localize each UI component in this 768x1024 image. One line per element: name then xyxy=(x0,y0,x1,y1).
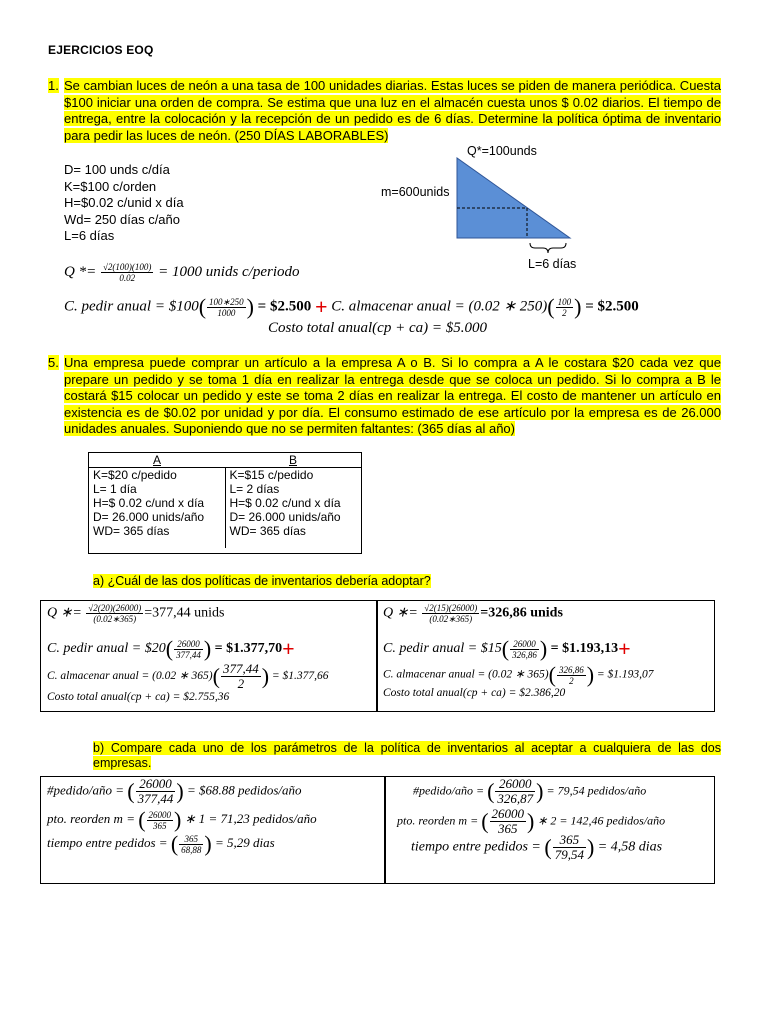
b-right-tiempo: tiempo entre pedidos = ( $\frac{365}{79,54}$ ) = 4,58 dias xyxy=(411,832,663,862)
diagram-q-label: Q*=100unds xyxy=(467,144,537,158)
a-left-almacenar: C. almacenar anual = (0.02 ∗ 365)( $\frac{377,44}{2}$ ) = $1.377,66 xyxy=(47,661,329,691)
problem-1-number: 1. xyxy=(48,78,59,93)
b-right-reorden: pto. reorden m = ( $\frac{26000}{365}$ ) ∗ 2 = 142,46 pedidos/año xyxy=(397,806,666,836)
lead-time-brace xyxy=(530,243,566,253)
divider xyxy=(376,601,378,711)
eq-q-optimo: Q *= $\frac{√2(100)(100)}{0.02}$ = 1000 unids c/periodo xyxy=(64,262,300,283)
page-title: EJERCICIOS EOQ xyxy=(48,43,154,57)
a-right-almacenar: C. almacenar anual = (0.02 ∗ 365)( $\frac{326,86}{2}$ ) = $1.193,07 xyxy=(383,662,654,687)
b-left-tiempo: tiempo entre pedidos = ( $\frac{365}{68,88}$ ) = 5,29 dias xyxy=(47,831,275,856)
plus-sign: + xyxy=(618,636,631,661)
table-row: H=$ 0.02 c/und x día H=$ 0.02 c/und x día xyxy=(89,496,361,510)
b-left-reorden: pto. reorden m = ( $\frac{26000}{365}$ ) ∗ 1 = 71,23 pedidos/año xyxy=(47,807,317,832)
table-row: L= 1 día L= 2 días xyxy=(89,482,361,496)
data-line: L=6 días xyxy=(64,228,115,243)
inventory-diagram xyxy=(450,155,580,255)
a-left-q: Q ∗= $\frac{√2(20)(26000)}{(0.02∗365)}$ =377,44 unids xyxy=(47,603,225,624)
plus-sign: + xyxy=(314,294,328,319)
plus-sign: + xyxy=(282,636,295,661)
data-line: H=$0.02 c/unid x día xyxy=(64,195,184,210)
inventory-triangle xyxy=(457,158,570,238)
question-b: b) Compare cada uno de los parámetros de la política de inventarios al aceptar a cualquiera de las dos empresas. xyxy=(93,741,721,770)
problem-5-statement xyxy=(64,355,721,438)
data-line: Wd= 250 días c/año xyxy=(64,211,180,227)
table-row: D= 26.000 unids/año D= 26.000 unids/año xyxy=(89,510,361,524)
question-a: a) ¿Cuál de las dos políticas de inventarios debería adoptar? xyxy=(93,574,431,588)
a-right-pedir: C. pedir anual = $15( $\frac{26000}{326,86}$ ) = $1.193,13+ xyxy=(383,636,631,661)
divider xyxy=(384,777,386,883)
answer-b-box xyxy=(40,776,715,884)
data-line: K=$100 c/orden xyxy=(64,178,157,194)
problem-5-text: Una empresa puede comprar un artículo a la empresa A o B. Si lo compra a A le costara $20 cada vez que prepare un pedido y se toma 1 día en realizar la entrega desde que se coloca un pedido. Si lo compra a B le costará $15 colocar un pedido y este se toma 2 días en realizar la entrega. El costo de mantener un artículo en existencia es de $0.02 por unidad y por día. El consumo estimado de ese artículo por la empresa es de 26.000 unidades anuales. Suponiendo que no se permiten faltantes: (365 días al año) xyxy=(64,355,721,436)
a-right-q: Q ∗= $\frac{√2(15)(26000)}{(0.02∗365)}$ =326,86 unids xyxy=(383,603,563,624)
a-right-total: Costo total anual(cp + ca) = $2.386,20 xyxy=(383,687,566,699)
data-table xyxy=(88,452,362,554)
table-header-b: B xyxy=(288,453,297,467)
problem-1-data xyxy=(64,162,184,245)
problem-1-statement xyxy=(64,78,721,144)
table-row: K=$20 c/pedido K=$15 c/pedido xyxy=(89,468,361,483)
b-right-pedidos: #pedido/año = ( $\frac{26000}{326,87}$ ) = 79,54 pedidos/año xyxy=(413,776,647,806)
diagram-l-label: L=6 días xyxy=(528,257,577,271)
a-left-total: Costo total anual(cp + ca) = $2.755,36 xyxy=(47,691,230,703)
a-left-pedir: C. pedir anual = $20( $\frac{26000}{377,44}$ ) = $1.377,70+ xyxy=(47,636,295,661)
answer-a-box xyxy=(40,600,715,712)
table-row: WD= 365 días WD= 365 días xyxy=(89,524,361,548)
eq-c-pedir: C. pedir anual = $100( $\frac{100∗250}{1000}$ ) = $2.500 + C. almacenar anual = (0.02 ∗ 250)( $\frac{100}{2}$ ) = $2.500 xyxy=(64,294,639,319)
data-line: D= 100 unds c/día xyxy=(64,162,170,177)
b-left-pedidos: #pedido/año = ( $\frac{26000}{377,44}$ ) = $68.88 pedidos/año xyxy=(47,776,302,806)
diagram-m-label: m=600unids xyxy=(381,185,450,199)
problem-1-text: Se cambian luces de neón a una tasa de 100 unidades diarias. Estas luces se piden de manera periódica. Cuesta $100 iniciar una orden de compra. Se estima que una luz en el almacén cuesta unos $ 0.02 diarios. El tiempo de entrega, entre la colocación y la recepción de un pedido es de 6 días. Determine la política óptima de inventario para pedir las luces de neón. (250 DÍAS LABORABLES) xyxy=(64,78,721,143)
problem-5-number: 5. xyxy=(48,355,59,370)
eq-costo-total: Costo total anual(cp + ca) = $5.000 xyxy=(268,320,487,336)
table-header-a: A xyxy=(152,453,161,467)
